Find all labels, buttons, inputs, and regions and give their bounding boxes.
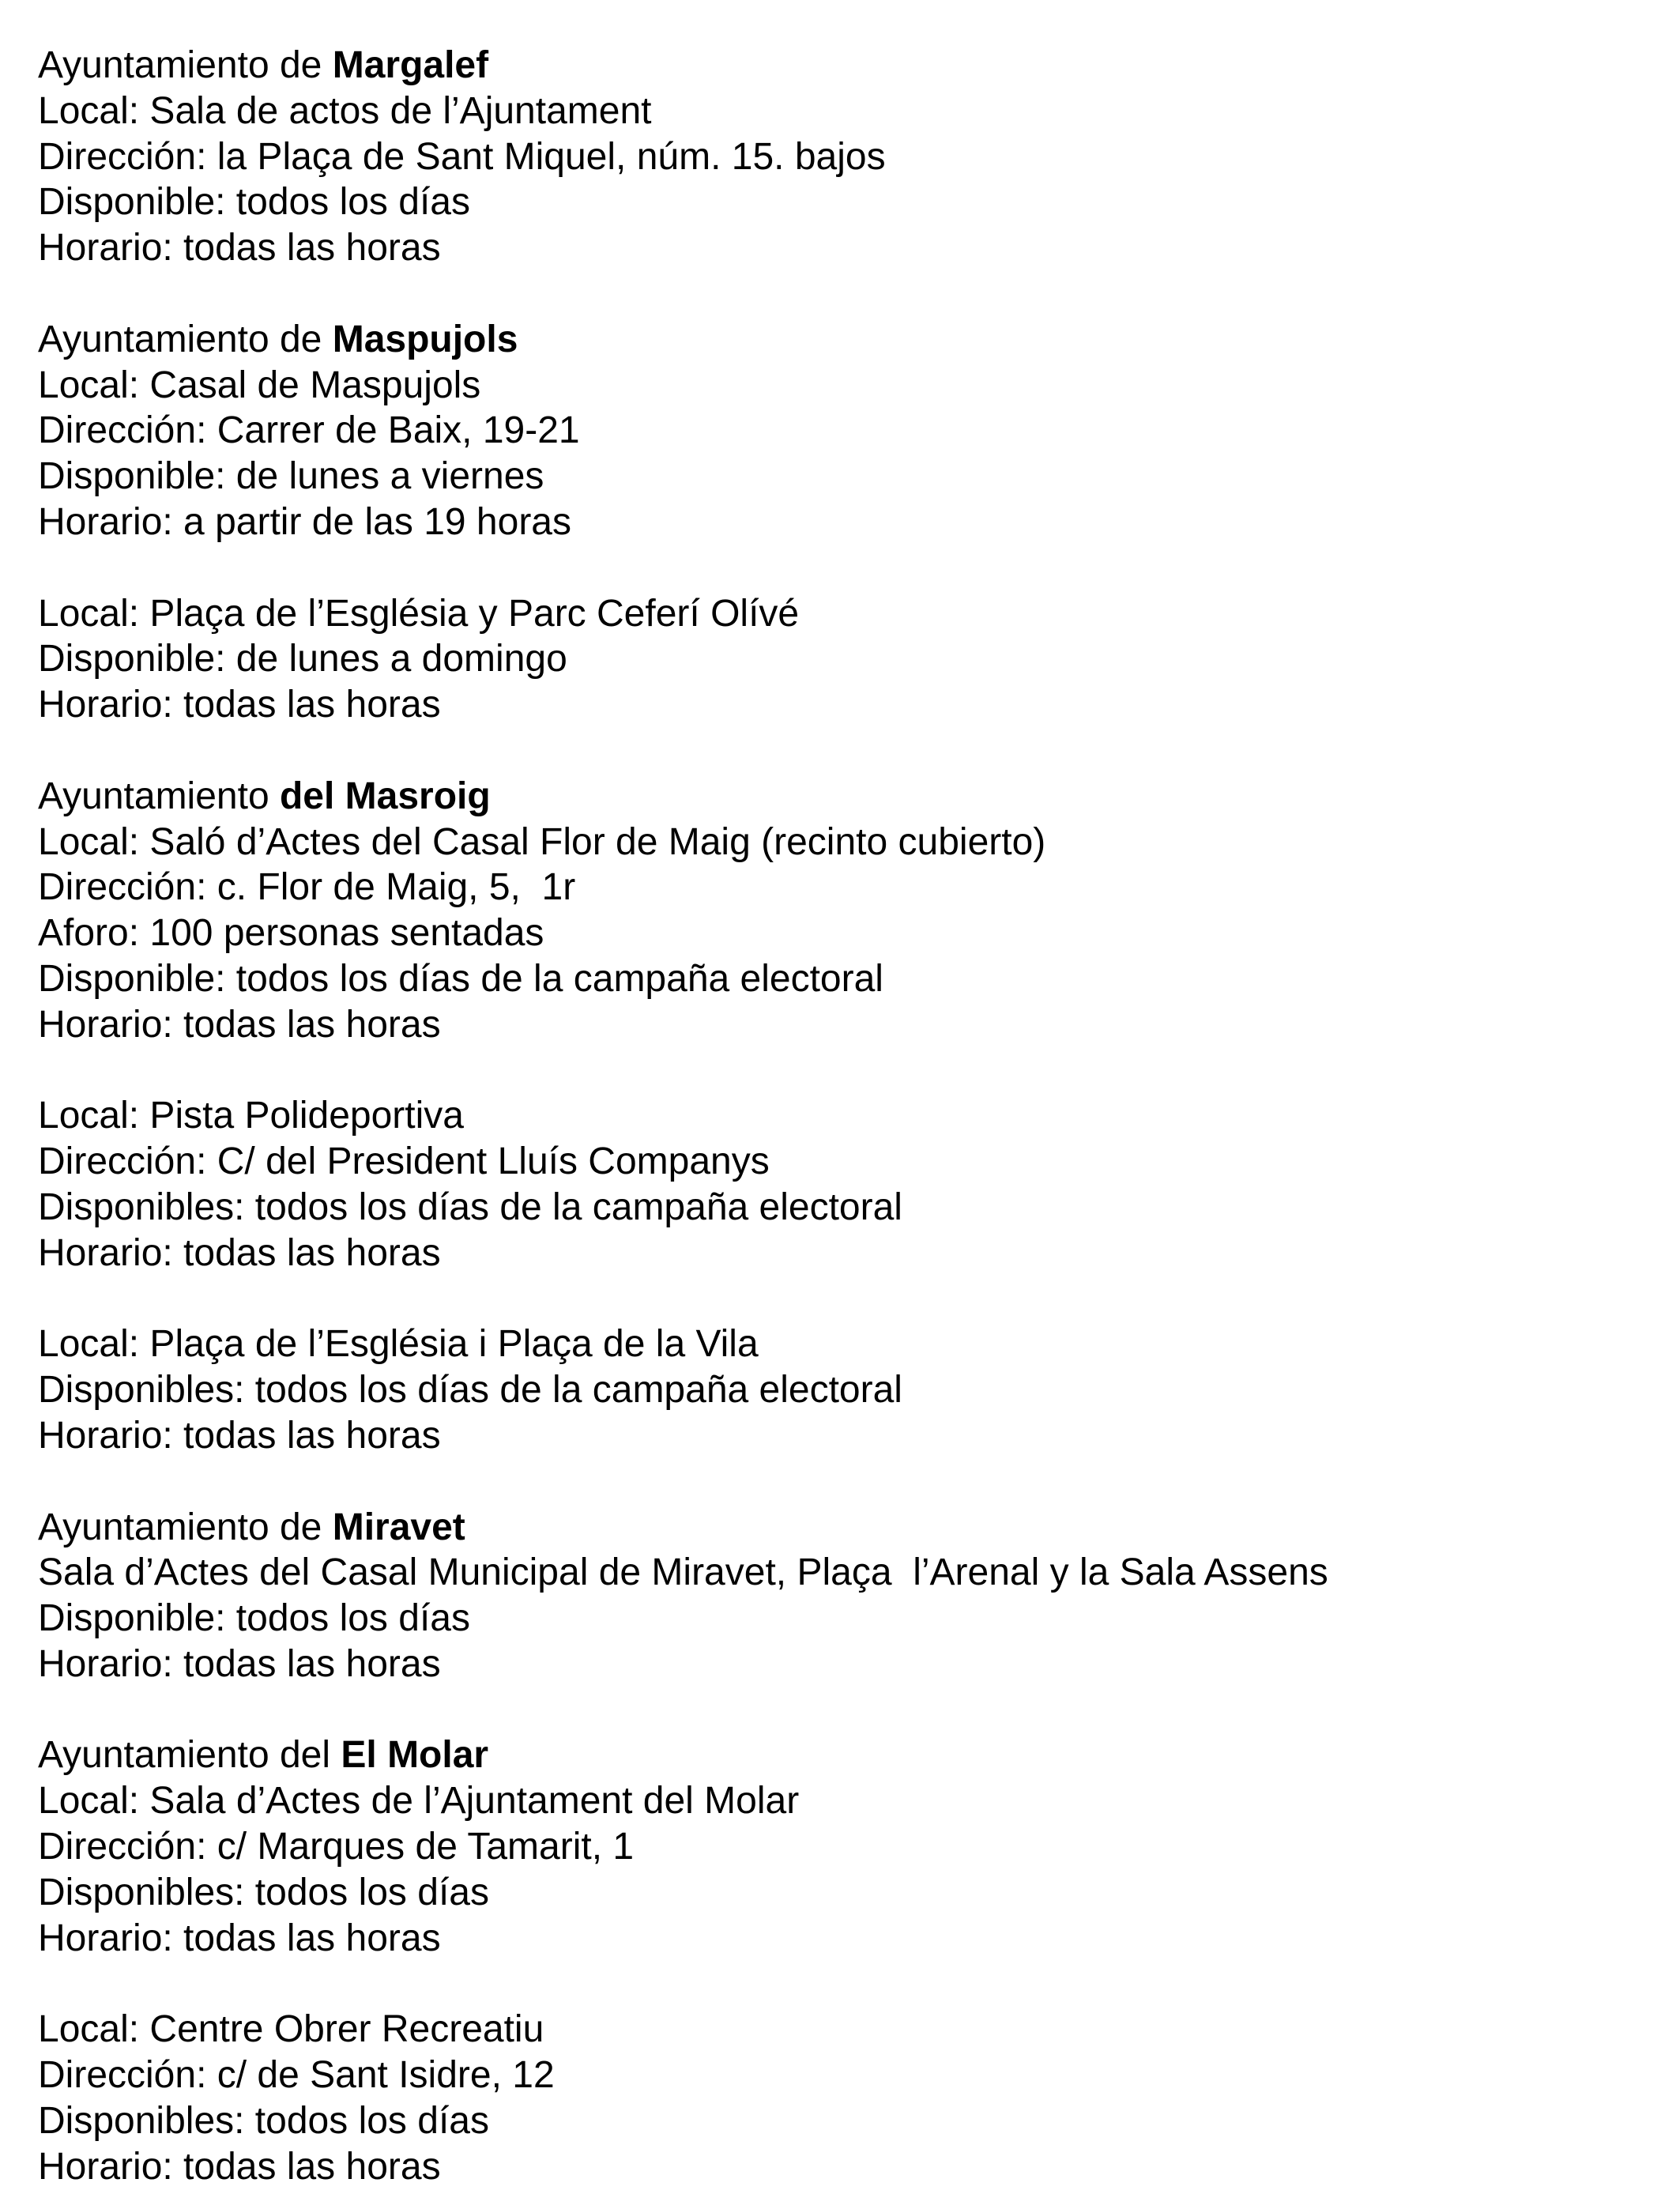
block-heading	[38, 43, 1650, 89]
municipality-name: Margalef	[332, 44, 489, 86]
venue-block-masroig	[38, 774, 1650, 1048]
block-heading	[38, 774, 1650, 820]
venue-line: Horario: todas las horas	[38, 1414, 441, 1457]
venue-block-masroig-2	[38, 1093, 1650, 1276]
heading-prefix: Ayuntamiento de	[38, 1506, 333, 1548]
block-heading	[38, 1505, 1650, 1551]
venue-line: Horario: todas las horas	[38, 684, 441, 726]
venue-line: Disponible: de lunes a viernes	[38, 455, 544, 498]
venue-line: Dirección: c. Flor de Maig, 5, 1r	[38, 866, 576, 909]
venue-line: Dirección: Carrer de Baix, 19-21	[38, 409, 580, 452]
venue-line: Sala d’Actes del Casal Municipal de Miravet, Plaça l’Arenal y la Sala Assens	[38, 1551, 1328, 1594]
venue-line: Horario: a partir de las 19 horas	[38, 500, 571, 543]
venue-line: Local: Sala d’Actes de l’Ajuntament del Molar	[38, 1780, 800, 1823]
block-heading	[38, 1732, 1650, 1778]
venue-line: Dirección: c/ Marques de Tamarit, 1	[38, 1826, 635, 1868]
venue-line: Aforo: 100 personas sentadas	[38, 912, 544, 955]
venue-block-miravet	[38, 1505, 1650, 1687]
municipality-name: El Molar	[341, 1734, 489, 1777]
venue-line: Disponible: todos los días de la campaña electoral	[38, 957, 883, 1000]
venue-line: Dirección: c/ de Sant Isidre, 12	[38, 2054, 555, 2097]
block-heading	[38, 317, 1650, 363]
venue-line: Horario: todas las horas	[38, 227, 441, 270]
venue-line: Local: Casal de Maspujols	[38, 364, 481, 406]
venue-block-maspujols	[38, 317, 1650, 545]
venue-line: Disponibles: todos los días	[38, 1871, 489, 1913]
venue-line: Disponible: todos los días	[38, 181, 470, 224]
venue-line: Horario: todas las horas	[38, 1917, 441, 1959]
venue-block-margalef	[38, 43, 1650, 271]
venue-line: Horario: todas las horas	[38, 2145, 441, 2188]
municipality-name: del Masroig	[279, 775, 491, 817]
venue-line: Horario: todas las horas	[38, 1231, 441, 1274]
venue-block-maspujols-2	[38, 591, 1650, 728]
venue-line: Local: Saló d’Actes del Casal Flor de Maig (recinto cubierto)	[38, 820, 1046, 863]
venue-line: Local: Plaça de l’Església i Plaça de la Vila	[38, 1323, 759, 1366]
document-page	[38, 43, 1650, 2189]
municipality-name: Miravet	[332, 1506, 465, 1548]
venue-line: Local: Sala de actos de l’Ajuntament	[38, 89, 652, 132]
venue-block-el-molar-2	[38, 2007, 1650, 2189]
venue-block-el-molar	[38, 1732, 1650, 1961]
venue-block-masroig-3	[38, 1321, 1650, 1458]
venue-line: Local: Pista Polideportiva	[38, 1095, 464, 1137]
venue-line: Horario: todas las horas	[38, 1642, 441, 1685]
heading-prefix: Ayuntamiento de	[38, 318, 333, 360]
venue-line: Disponible: todos los días	[38, 1597, 470, 1640]
venue-line: Local: Plaça de l’Església y Parc Ceferí Olívé	[38, 592, 800, 635]
heading-prefix: Ayuntamiento	[38, 775, 280, 817]
heading-prefix: Ayuntamiento de	[38, 44, 333, 86]
heading-prefix: Ayuntamiento del	[38, 1734, 341, 1777]
venue-line: Disponibles: todos los días de la campaña electoral	[38, 1369, 902, 1412]
venue-line: Disponible: de lunes a domingo	[38, 638, 567, 680]
venue-line: Disponibles: todos los días de la campaña electoral	[38, 1186, 902, 1228]
venue-line: Local: Centre Obrer Recreatiu	[38, 2008, 544, 2051]
venue-line: Horario: todas las horas	[38, 1003, 441, 1046]
venue-line: Disponibles: todos los días	[38, 2099, 489, 2142]
municipality-name: Maspujols	[332, 318, 518, 360]
venue-line: Dirección: la Plaça de Sant Miquel, núm. 15. bajos	[38, 135, 886, 178]
venue-line: Dirección: C/ del President Lluís Companys	[38, 1140, 770, 1183]
